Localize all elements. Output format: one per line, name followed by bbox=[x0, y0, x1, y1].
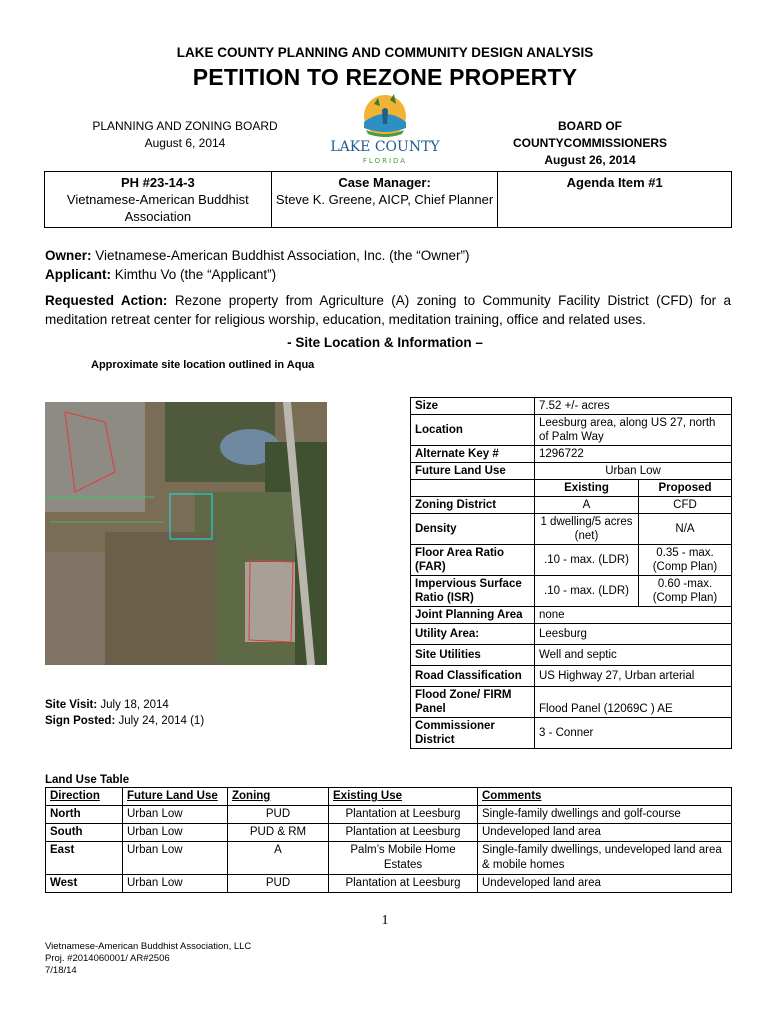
table-row: West Urban Low PUD Plantation at Leesburg Undeveloped land area bbox=[46, 875, 732, 893]
future-land-use-key: Future Land Use bbox=[411, 463, 535, 480]
flood-zone-key: Flood Zone/ FIRM Panel bbox=[411, 687, 535, 718]
page-title: PETITION TO REZONE PROPERTY bbox=[192, 64, 578, 90]
table-header-row bbox=[46, 788, 732, 806]
site-utilities-key: Site Utilities bbox=[411, 645, 535, 666]
far-proposed: 0.35 - max. (Comp Plan) bbox=[639, 545, 732, 576]
col-direction: Direction bbox=[46, 788, 123, 806]
footer-line-3: 7/18/14 bbox=[45, 965, 77, 976]
far-existing: .10 - max. (LDR) bbox=[535, 545, 639, 576]
commissioners-date: August 26, 2014 bbox=[544, 153, 636, 167]
planning-board-block bbox=[90, 118, 280, 152]
table-row: South Urban Low PUD & RM Plantation at Leesburg Undeveloped land area bbox=[46, 824, 732, 842]
owner-value: Vietnamese-American Buddhist Association, Inc. (the “Owner”) bbox=[95, 248, 470, 263]
section-title: - Site Location & Information – bbox=[287, 335, 483, 350]
case-info-table bbox=[44, 171, 732, 228]
land-use-table bbox=[45, 787, 732, 893]
requested-action-value: Rezone property from Agriculture (A) zoning to Community Facility District (CFD) for a meditation retreat center for religious worship, education, meditation training, office and related uses. bbox=[45, 293, 731, 327]
future-land-use-value: Urban Low bbox=[535, 463, 732, 480]
case-manager-cell bbox=[271, 172, 498, 228]
table-row: East Urban Low A Palm’s Mobile Home Estates Single-family dwellings, undeveloped land area & mobile homes bbox=[46, 842, 732, 875]
applicant-label: Applicant: bbox=[45, 267, 111, 282]
proposed-header: Proposed bbox=[639, 480, 732, 497]
size-key: Size bbox=[411, 398, 535, 415]
planning-board-date: August 6, 2014 bbox=[144, 136, 226, 150]
joint-planning-key: Joint Planning Area bbox=[411, 607, 535, 624]
ph-number: PH #23-14-3 bbox=[120, 175, 195, 190]
density-existing: 1 dwelling/5 acres (net) bbox=[535, 514, 639, 545]
ph-cell bbox=[45, 172, 272, 228]
planning-board-label: PLANNING AND ZONING BOARD bbox=[92, 119, 278, 133]
requested-action-label: Requested Action: bbox=[45, 293, 168, 308]
aerial-site-map bbox=[45, 402, 327, 665]
isr-existing: .10 - max. (LDR) bbox=[535, 576, 639, 607]
alternate-key-value: 1296722 bbox=[535, 446, 732, 463]
road-class-value: US Highway 27, Urban arterial bbox=[535, 666, 732, 687]
land-use-title: Land Use Table bbox=[45, 774, 130, 786]
sign-posted-value: July 24, 2014 (1) bbox=[118, 715, 205, 727]
footer bbox=[45, 941, 251, 977]
svg-text:FLORIDA: FLORIDA bbox=[362, 157, 408, 165]
site-utilities-value: Well and septic bbox=[535, 645, 732, 666]
flood-zone-value: Flood Panel (12069C ) AE bbox=[535, 687, 732, 718]
col-zoning: Zoning bbox=[228, 788, 329, 806]
agenda-cell bbox=[498, 172, 732, 228]
alternate-key-key: Alternate Key # bbox=[411, 446, 535, 463]
existing-header: Existing bbox=[535, 480, 639, 497]
far-key: Floor Area Ratio (FAR) bbox=[411, 545, 535, 576]
site-visit-label: Site Visit: bbox=[45, 699, 98, 711]
density-proposed: N/A bbox=[639, 514, 732, 545]
map-caption: Approximate site location outlined in Aqua bbox=[91, 359, 315, 371]
joint-planning-value: none bbox=[535, 607, 732, 624]
lake-county-logo bbox=[322, 92, 448, 166]
commissioners-label: BOARD OF COUNTYCOMMISSIONERS bbox=[512, 119, 667, 150]
col-future-land-use: Future Land Use bbox=[123, 788, 228, 806]
size-value: 7.52 +/- acres bbox=[535, 398, 732, 415]
utility-area-key: Utility Area: bbox=[411, 624, 535, 645]
isr-proposed: 0.60 -max. (Comp Plan) bbox=[639, 576, 732, 607]
case-manager-label: Case Manager: bbox=[338, 175, 431, 190]
road-class-key: Road Classification bbox=[411, 666, 535, 687]
case-manager-name: Steve K. Greene, AICP, Chief Planner bbox=[275, 192, 494, 207]
commissioner-value: 3 - Conner bbox=[535, 718, 732, 749]
page-number: 1 bbox=[381, 913, 389, 928]
density-key: Density bbox=[411, 514, 535, 545]
commissioner-key: Commissioner District bbox=[411, 718, 535, 749]
zoning-existing: A bbox=[535, 497, 639, 514]
ph-owner: Vietnamese-American Buddhist Association bbox=[66, 192, 249, 224]
zoning-proposed: CFD bbox=[639, 497, 732, 514]
requested-action bbox=[45, 291, 731, 329]
owner-line bbox=[45, 246, 731, 265]
svg-text:LAKE COUNTY: LAKE COUNTY bbox=[330, 139, 440, 155]
applicant-value: Kimthu Vo (the “Applicant”) bbox=[114, 267, 277, 282]
location-value: Leesburg area, along US 27, north of Palm Way bbox=[535, 415, 732, 446]
owner-label: Owner: bbox=[45, 248, 92, 263]
site-visit-value: July 18, 2014 bbox=[100, 699, 169, 711]
sign-posted-label: Sign Posted: bbox=[45, 715, 116, 727]
col-comments: Comments bbox=[478, 788, 732, 806]
footer-line-2: Proj. #2014060001/ AR#2506 bbox=[45, 953, 170, 964]
isr-key: Impervious Surface Ratio (ISR) bbox=[411, 576, 535, 607]
footer-line-1: Vietnamese-American Buddhist Association, LLC bbox=[45, 941, 252, 952]
location-key: Location bbox=[411, 415, 535, 446]
zoning-district-key: Zoning District bbox=[411, 497, 535, 514]
table-row: North Urban Low PUD Plantation at Leesburg Single-family dwellings and golf-course bbox=[46, 806, 732, 824]
site-visit-block bbox=[45, 697, 204, 729]
site-info-table bbox=[410, 397, 732, 749]
col-existing-use: Existing Use bbox=[329, 788, 478, 806]
utility-area-value: Leesburg bbox=[535, 624, 732, 645]
commissioners-block bbox=[480, 118, 700, 169]
agenda-item: Agenda Item #1 bbox=[566, 175, 663, 190]
applicant-line bbox=[45, 265, 731, 284]
header-subtitle: LAKE COUNTY PLANNING AND COMMUNITY DESIGN ANALYSIS bbox=[176, 45, 594, 60]
